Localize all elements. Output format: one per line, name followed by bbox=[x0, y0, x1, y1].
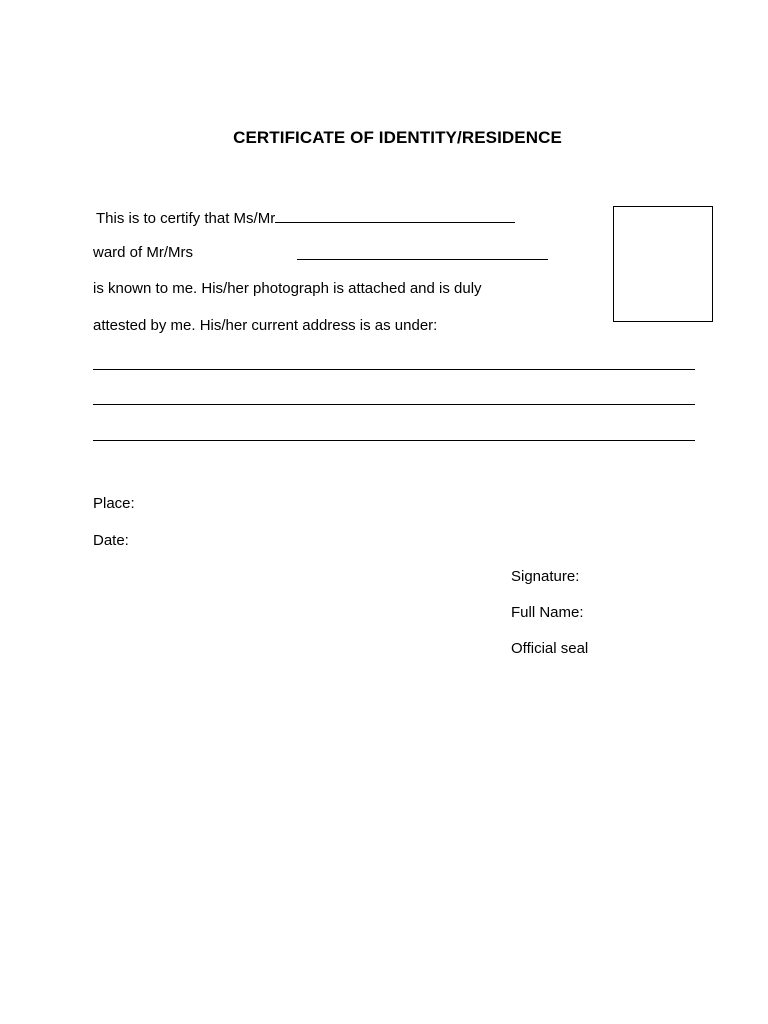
attested-line: attested by me. His/her current address is as under: bbox=[93, 317, 438, 334]
name-blank-field[interactable] bbox=[275, 207, 515, 223]
photograph-box[interactable] bbox=[613, 206, 713, 322]
address-line-2[interactable] bbox=[93, 404, 695, 405]
ward-label: ward of Mr/Mrs bbox=[93, 244, 194, 261]
ward-line bbox=[93, 243, 193, 263]
date-label: Date: bbox=[93, 532, 129, 549]
signature-label: Signature: bbox=[511, 568, 580, 585]
certify-line bbox=[96, 207, 515, 229]
address-line-1[interactable] bbox=[93, 369, 695, 370]
place-label: Place: bbox=[93, 495, 135, 512]
document-title: CERTIFICATE OF IDENTITY/RESIDENCE bbox=[233, 128, 562, 147]
official-seal-label: Official seal bbox=[511, 640, 589, 657]
certify-label: This is to certify that Ms/Mr bbox=[96, 210, 276, 227]
guardian-blank-field[interactable] bbox=[297, 244, 548, 260]
address-line-3[interactable] bbox=[93, 440, 695, 441]
known-line: is known to me. His/her photograph is attached and is duly bbox=[93, 280, 482, 297]
full-name-label: Full Name: bbox=[511, 604, 584, 621]
